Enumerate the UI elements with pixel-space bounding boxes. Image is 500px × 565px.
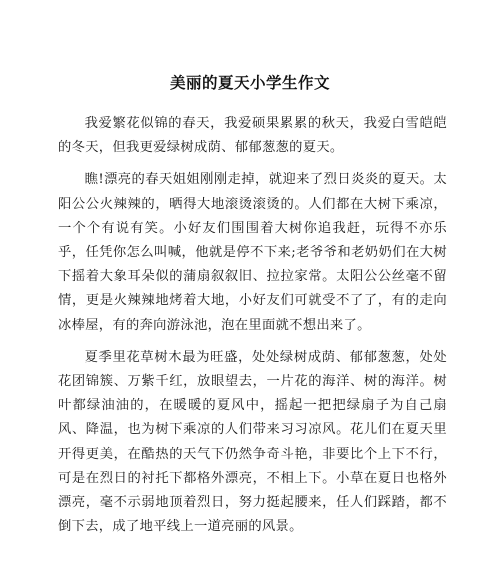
paragraph-2: 瞧!漂亮的春天姐姐刚刚走掉，就迎来了烈日炎炎的夏天。太阳公公火辣辣的，晒得大地滚烫滚烫的。人们都在大树下乘凉，一个个有说有笑。小好友们围围着大树你追我赶，玩得不亦乐乎，任凭你怎么叫喊，他就是停不下来;老爷爷和老奶奶们在大树下摇着大象耳朵似的蒲扇叙叙旧、拉拉家常。太阳公公丝毫不留情，更是火辣辣地烤着大地，小好友们可就受不了了，有的走向冰棒屋，有的奔向游泳池，泡在里面就不想出来了。 bbox=[58, 172, 447, 333]
paragraph-3: 夏季里花草树木最为旺盛，处处绿树成荫、郁郁葱葱，处处花团锦簇、万紫千红，放眼望去，一片花的海洋、树的海洋。树叶都绿油油的，在暖暖的夏风中，摇起一把把绿扇子为自己扇风、降温，也为树下乘凉的人们带来习习凉风。花儿们在夏天里开得更美，在酷热的天气下仍然争奇斗艳，非要比个上下不行，可是在烈日的衬托下都格外漂亮，不相上下。小草在夏日也格外漂亮，毫不示弱地顶着烈日，努力挺起腰来，任人们踩踏，都不倒下去，成了地平线上一道亮丽的风景。 bbox=[58, 349, 447, 535]
paragraph-1: 我爱繁花似锦的春天，我爱硕果累累的秋天，我爱白雪皑皑的冬天，但我更爱绿树成荫、郁郁葱葱的夏天。 bbox=[58, 116, 447, 156]
document-title: 美丽的夏天小学生作文 bbox=[169, 73, 330, 92]
document-body bbox=[58, 112, 447, 547]
